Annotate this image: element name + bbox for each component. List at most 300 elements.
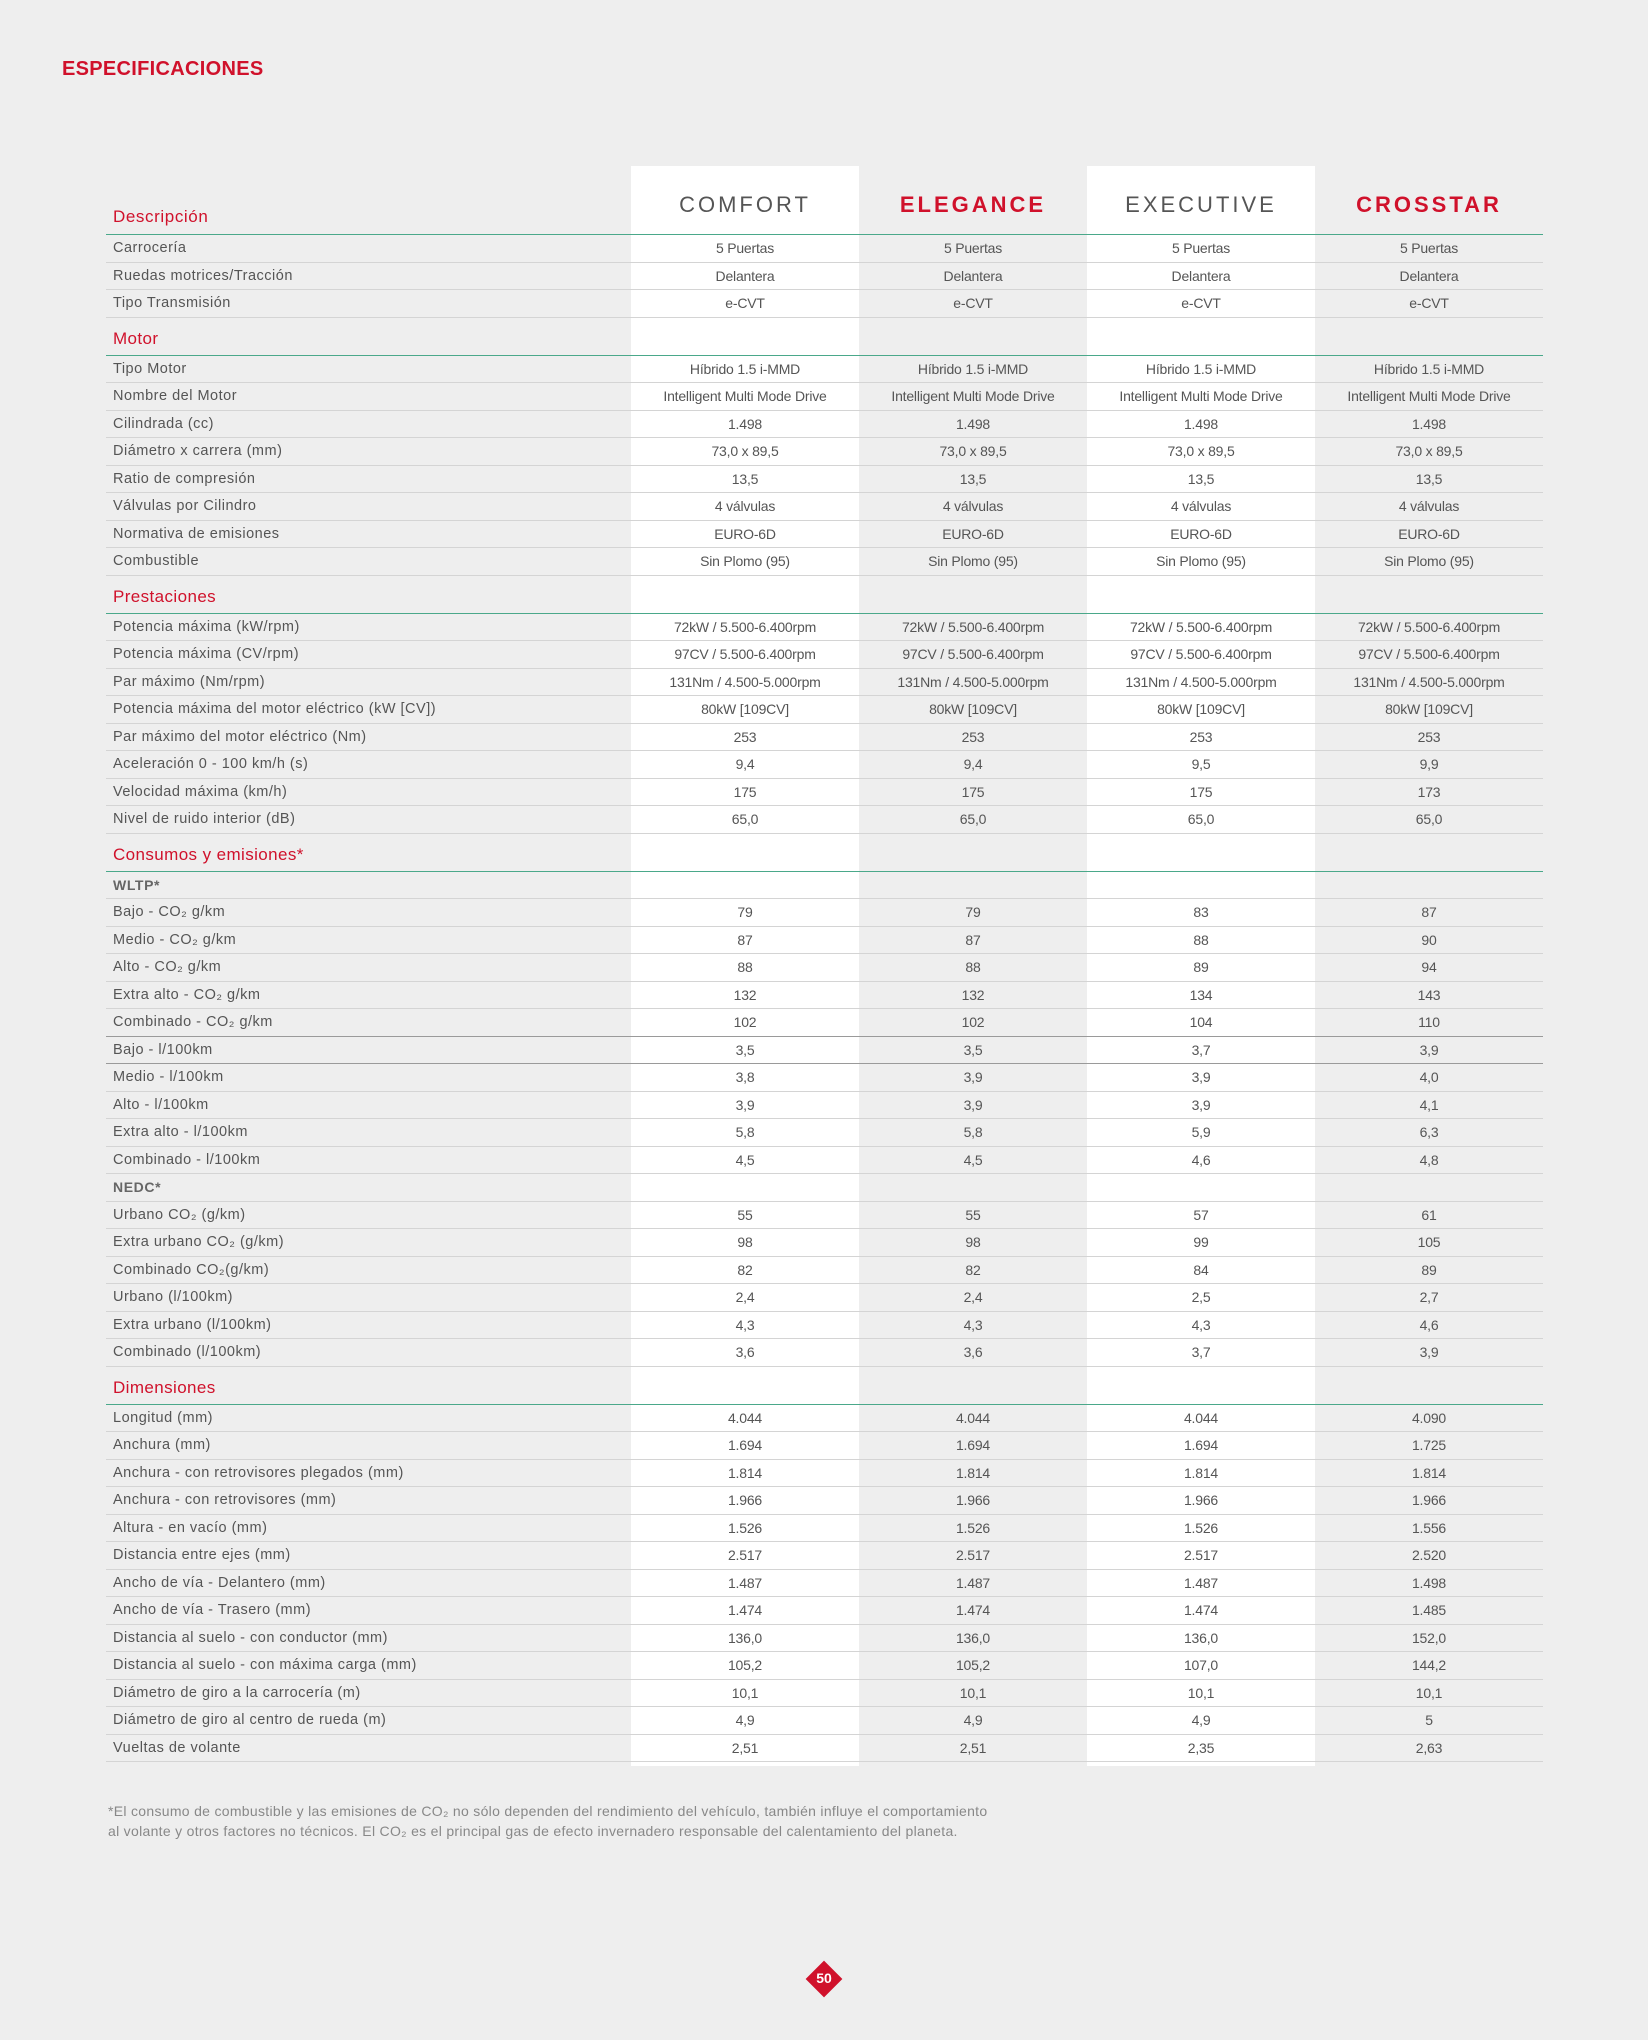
- table-row: [106, 806, 1543, 834]
- row-label: Ruedas motrices/Tracción: [113, 267, 293, 284]
- cell-crosstar: 2.520: [1411, 1547, 1447, 1564]
- row-label: Alto - l/100km: [113, 1096, 209, 1113]
- section-header: [106, 1367, 1543, 1405]
- cell-executive: 57: [1193, 1206, 1209, 1223]
- cell-executive: 4,3: [1191, 1316, 1211, 1333]
- table-row: [106, 548, 1543, 576]
- cell-comfort: 4,9: [735, 1712, 755, 1729]
- cell-crosstar: 65,0: [1415, 811, 1443, 828]
- cell-elegance: 102: [961, 1014, 985, 1031]
- table-row: [106, 235, 1543, 263]
- cell-elegance: 4.044: [955, 1409, 991, 1426]
- row-label: Urbano (l/100km): [113, 1289, 234, 1306]
- cell-crosstar: 13,5: [1415, 470, 1443, 487]
- row-label: Longitud (mm): [113, 1409, 213, 1426]
- table-row: [106, 438, 1543, 466]
- cell-comfort: Híbrido 1.5 i-MMD: [689, 360, 801, 377]
- cell-elegance: Sin Plomo (95): [928, 553, 1018, 570]
- table-row: [106, 1570, 1543, 1598]
- table-row: [106, 1202, 1543, 1230]
- cell-comfort: 1.966: [727, 1492, 763, 1509]
- table-row: [106, 696, 1543, 724]
- cell-crosstar: Intelligent Multi Mode Drive: [1347, 388, 1511, 405]
- cell-comfort: 65,0: [731, 811, 759, 828]
- section-header: [106, 834, 1543, 872]
- row-label: Distancia al suelo - con conductor (mm): [113, 1629, 388, 1646]
- row-label: Combustible: [113, 553, 200, 570]
- cell-executive: 5 Puertas: [1171, 240, 1231, 257]
- cell-crosstar: 73,0 x 89,5: [1395, 443, 1463, 460]
- row-label: Potencia máxima (CV/rpm): [113, 646, 300, 663]
- table-row: [106, 1625, 1543, 1653]
- row-label: Nombre del Motor: [113, 388, 238, 405]
- table-row: [106, 290, 1543, 318]
- page-number: 50: [816, 1970, 832, 1986]
- table-row: [106, 1515, 1543, 1543]
- cell-executive: 2,35: [1187, 1739, 1215, 1756]
- cell-comfort: 3,6: [735, 1344, 755, 1361]
- table-row: [106, 1064, 1543, 1092]
- cell-comfort: 253: [733, 728, 757, 745]
- cell-elegance: 3,9: [963, 1096, 983, 1113]
- cell-executive: 3,7: [1191, 1041, 1211, 1058]
- row-label: Distancia entre ejes (mm): [113, 1547, 291, 1564]
- cell-crosstar: Delantera: [1399, 267, 1459, 284]
- cell-comfort: 1.526: [727, 1519, 763, 1536]
- table-row: [106, 1735, 1543, 1763]
- table-row: [106, 751, 1543, 779]
- cell-elegance: 5 Puertas: [943, 240, 1003, 257]
- table-row: [106, 411, 1543, 439]
- cell-crosstar: Sin Plomo (95): [1384, 553, 1474, 570]
- cell-crosstar: 143: [1417, 986, 1441, 1003]
- cell-crosstar: 4.090: [1411, 1409, 1447, 1426]
- cell-elegance: 3,5: [963, 1041, 983, 1058]
- footnote-line-2: al volante y otros factores no técnicos. El CO₂ es el principal gas de efecto invernadero responsable del calentamiento del planeta.: [108, 1823, 958, 1839]
- table-row: [106, 356, 1543, 384]
- table-row: [106, 1339, 1543, 1367]
- cell-elegance: 13,5: [959, 470, 987, 487]
- row-label: Ratio de compresión: [113, 470, 256, 487]
- cell-crosstar: 97CV / 5.500-6.400rpm: [1358, 646, 1500, 663]
- table-row: [106, 1652, 1543, 1680]
- row-label: Tipo Transmisión: [113, 295, 231, 312]
- cell-crosstar: 2,7: [1419, 1289, 1439, 1306]
- cell-crosstar: 10,1: [1415, 1684, 1443, 1701]
- cell-comfort: 10,1: [731, 1684, 759, 1701]
- row-label: Carrocería: [113, 240, 187, 257]
- cell-crosstar: 1.725: [1411, 1437, 1447, 1454]
- row-label: Combinado - CO₂ g/km: [113, 1014, 273, 1031]
- cell-executive: 73,0 x 89,5: [1167, 443, 1235, 460]
- cell-elegance: 136,0: [955, 1629, 991, 1646]
- table-row: [106, 927, 1543, 955]
- row-label: Par máximo del motor eléctrico (Nm): [113, 728, 367, 745]
- cell-executive: Delantera: [1171, 267, 1231, 284]
- cell-elegance: 3,9: [963, 1069, 983, 1086]
- cell-comfort: 3,8: [735, 1069, 755, 1086]
- cell-elegance: 1.694: [955, 1437, 991, 1454]
- cell-crosstar: 3,9: [1419, 1344, 1439, 1361]
- cell-elegance: 4,9: [963, 1712, 983, 1729]
- cell-executive: 3,7: [1191, 1344, 1211, 1361]
- row-label: Combinado CO₂(g/km): [113, 1261, 270, 1278]
- cell-elegance: 82: [965, 1261, 981, 1278]
- cell-executive: 3,9: [1191, 1096, 1211, 1113]
- table-row: [106, 383, 1543, 411]
- cell-executive: 88: [1193, 931, 1209, 948]
- cell-executive: 136,0: [1183, 1629, 1219, 1646]
- cell-executive: 13,5: [1187, 470, 1215, 487]
- table-row: [106, 1487, 1543, 1515]
- cell-executive: 2,5: [1191, 1289, 1211, 1306]
- row-label: Anchura (mm): [113, 1437, 211, 1454]
- cell-comfort: 72kW / 5.500-6.400rpm: [673, 618, 817, 635]
- cell-comfort: 88: [737, 959, 753, 976]
- cell-elegance: 79: [965, 904, 981, 921]
- cell-comfort: Intelligent Multi Mode Drive: [663, 388, 827, 405]
- row-label: Normativa de emisiones: [113, 525, 280, 542]
- cell-elegance: 1.487: [955, 1574, 991, 1591]
- section-title: Dimensiones: [113, 1377, 216, 1397]
- cell-executive: 1.526: [1183, 1519, 1219, 1536]
- cell-elegance: 97CV / 5.500-6.400rpm: [902, 646, 1044, 663]
- cell-crosstar: 5 Puertas: [1399, 240, 1459, 257]
- table-row: [106, 1432, 1543, 1460]
- cell-elegance: 1.814: [955, 1464, 991, 1481]
- cell-comfort: Sin Plomo (95): [700, 553, 790, 570]
- table-row: [106, 263, 1543, 291]
- cell-comfort: 131Nm / 4.500-5.000rpm: [669, 673, 821, 690]
- section-title: Descripción: [113, 207, 209, 226]
- cell-elegance: 2,51: [959, 1739, 987, 1756]
- cell-executive: e-CVT: [1181, 295, 1221, 312]
- cell-crosstar: 131Nm / 4.500-5.000rpm: [1353, 673, 1505, 690]
- cell-elegance: 10,1: [959, 1684, 987, 1701]
- cell-crosstar: 1.556: [1411, 1519, 1447, 1536]
- cell-comfort: 98: [737, 1234, 753, 1251]
- cell-crosstar: 9,9: [1419, 756, 1439, 773]
- cell-executive: 131Nm / 4.500-5.000rpm: [1125, 673, 1277, 690]
- table-row: [106, 1542, 1543, 1570]
- table-row: [106, 466, 1543, 494]
- row-label: Medio - CO₂ g/km: [113, 931, 237, 948]
- cell-crosstar: 105: [1417, 1234, 1441, 1251]
- cell-crosstar: 4,6: [1419, 1316, 1439, 1333]
- cell-executive: EURO-6D: [1170, 525, 1232, 542]
- cell-crosstar: 4,1: [1419, 1096, 1439, 1113]
- cell-executive: 134: [1189, 986, 1213, 1003]
- cell-elegance: 65,0: [959, 811, 987, 828]
- cell-comfort: 4,5: [735, 1151, 755, 1168]
- cell-crosstar: 253: [1417, 728, 1441, 745]
- table-row: [106, 1119, 1543, 1147]
- cell-elegance: 3,6: [963, 1344, 983, 1361]
- row-label: Anchura - con retrovisores plegados (mm): [113, 1464, 404, 1481]
- row-label: Alto - CO₂ g/km: [113, 959, 222, 976]
- row-label: Diámetro de giro al centro de rueda (m): [113, 1712, 387, 1729]
- table-row: [106, 521, 1543, 549]
- row-label: Extra urbano (l/100km): [113, 1316, 272, 1333]
- cell-comfort: 102: [733, 1014, 757, 1031]
- cell-crosstar: 80kW [109CV]: [1385, 701, 1473, 718]
- cell-comfort: 9,4: [735, 756, 755, 773]
- row-label: Aceleración 0 - 100 km/h (s): [113, 756, 309, 773]
- cell-comfort: 97CV / 5.500-6.400rpm: [674, 646, 816, 663]
- cell-crosstar: 2,63: [1415, 1739, 1443, 1756]
- cell-comfort: Delantera: [715, 267, 775, 284]
- column-header-comfort: COMFORT: [679, 192, 811, 217]
- cell-crosstar: 173: [1417, 783, 1441, 800]
- cell-crosstar: EURO-6D: [1398, 525, 1460, 542]
- cell-comfort: 5 Puertas: [715, 240, 775, 257]
- row-label: Válvulas por Cilindro: [113, 498, 257, 515]
- footnote: [108, 1801, 1108, 1841]
- cell-elegance: e-CVT: [953, 295, 993, 312]
- cell-crosstar: 3,9: [1419, 1041, 1439, 1058]
- table-row: [106, 1312, 1543, 1340]
- cell-executive: 1.966: [1183, 1492, 1219, 1509]
- cell-executive: 97CV / 5.500-6.400rpm: [1130, 646, 1272, 663]
- cell-elegance: 2.517: [955, 1547, 991, 1564]
- table-row: [106, 641, 1543, 669]
- cell-crosstar: 110: [1418, 1014, 1440, 1031]
- cell-elegance: 87: [965, 931, 981, 948]
- cell-executive: 3,9: [1191, 1069, 1211, 1086]
- cell-executive: Híbrido 1.5 i-MMD: [1145, 360, 1257, 377]
- page-heading: ESPECIFICACIONES: [62, 58, 264, 80]
- cell-comfort: 1.498: [727, 415, 763, 432]
- cell-elegance: 72kW / 5.500-6.400rpm: [901, 618, 1045, 635]
- row-label: Nivel de ruido interior (dB): [113, 811, 296, 828]
- table-row: [106, 1707, 1543, 1735]
- subsection-row: [106, 1174, 1543, 1202]
- table-row: [106, 724, 1543, 752]
- row-label: Potencia máxima del motor eléctrico (kW [CV]): [113, 701, 437, 718]
- table-header-row: [106, 166, 1543, 235]
- section-header: [106, 318, 1543, 356]
- table-row: [106, 669, 1543, 697]
- row-label: Diámetro x carrera (mm): [113, 443, 283, 460]
- cell-crosstar: 1.498: [1411, 1574, 1447, 1591]
- table-row: [106, 982, 1543, 1010]
- cell-comfort: 2,51: [731, 1739, 759, 1756]
- cell-crosstar: 1.966: [1411, 1492, 1447, 1509]
- cell-executive: 9,5: [1191, 756, 1211, 773]
- cell-executive: 5,9: [1191, 1124, 1211, 1141]
- cell-crosstar: 90: [1421, 931, 1437, 948]
- cell-executive: 175: [1189, 783, 1213, 800]
- cell-executive: Sin Plomo (95): [1156, 553, 1246, 570]
- cell-executive: 1.487: [1183, 1574, 1219, 1591]
- cell-comfort: 105,2: [727, 1657, 763, 1674]
- cell-comfort: 1.487: [727, 1574, 763, 1591]
- row-label: Ancho de vía - Delantero (mm): [113, 1574, 326, 1591]
- cell-comfort: 4.044: [727, 1409, 763, 1426]
- table-row: [106, 1405, 1543, 1433]
- cell-comfort: 136,0: [727, 1629, 763, 1646]
- cell-comfort: 55: [737, 1206, 753, 1223]
- cell-elegance: 4,3: [963, 1316, 983, 1333]
- cell-elegance: 105,2: [955, 1657, 991, 1674]
- cell-crosstar: 152,0: [1411, 1629, 1447, 1646]
- cell-crosstar: 61: [1421, 1206, 1437, 1223]
- cell-crosstar: 4,0: [1419, 1069, 1439, 1086]
- cell-elegance: 253: [961, 728, 985, 745]
- cell-elegance: 55: [965, 1206, 981, 1223]
- row-label: Cilindrada (cc): [113, 415, 214, 432]
- cell-executive: 99: [1193, 1234, 1209, 1251]
- cell-comfort: 4,3: [735, 1316, 755, 1333]
- cell-executive: 253: [1189, 728, 1213, 745]
- section-title: Motor: [113, 328, 159, 348]
- column-header-crosstar: CROSSTAR: [1356, 192, 1502, 217]
- cell-executive: 4,9: [1191, 1712, 1211, 1729]
- cell-crosstar: 72kW / 5.500-6.400rpm: [1357, 618, 1501, 635]
- cell-comfort: e-CVT: [725, 295, 765, 312]
- cell-comfort: 13,5: [731, 470, 759, 487]
- cell-elegance: 2,4: [963, 1289, 983, 1306]
- row-label: Distancia al suelo - con máxima carga (mm): [113, 1657, 417, 1674]
- cell-comfort: 4 válvulas: [714, 498, 776, 515]
- subsection-label: WLTP*: [113, 876, 161, 893]
- cell-elegance: 1.966: [955, 1492, 991, 1509]
- cell-comfort: 80kW [109CV]: [701, 701, 789, 718]
- row-label: Altura - en vacío (mm): [113, 1519, 268, 1536]
- cell-executive: 72kW / 5.500-6.400rpm: [1129, 618, 1273, 635]
- cell-elegance: Híbrido 1.5 i-MMD: [917, 360, 1029, 377]
- cell-elegance: 88: [965, 959, 981, 976]
- cell-executive: 65,0: [1187, 811, 1215, 828]
- row-label: Urbano CO₂ (g/km): [113, 1206, 246, 1223]
- cell-crosstar: 4 válvulas: [1398, 498, 1460, 515]
- cell-elegance: 5,8: [963, 1124, 983, 1141]
- table-row: [106, 1037, 1543, 1065]
- cell-executive: 4,6: [1191, 1151, 1211, 1168]
- cell-crosstar: 1.498: [1411, 415, 1447, 432]
- row-label: Tipo Motor: [113, 360, 187, 377]
- cell-executive: 4 válvulas: [1170, 498, 1232, 515]
- cell-executive: 2.517: [1183, 1547, 1219, 1564]
- table-row: [106, 1147, 1543, 1175]
- row-label: Medio - l/100km: [113, 1069, 224, 1086]
- table-row: [106, 1229, 1543, 1257]
- cell-crosstar: 4,8: [1419, 1151, 1439, 1168]
- row-label: Ancho de vía - Trasero (mm): [113, 1602, 312, 1619]
- cell-elegance: 132: [961, 986, 985, 1003]
- cell-elegance: 98: [965, 1234, 981, 1251]
- table-row: [106, 1257, 1543, 1285]
- table-row: [106, 493, 1543, 521]
- cell-executive: 80kW [109CV]: [1157, 701, 1245, 718]
- row-label: Bajo - CO₂ g/km: [113, 904, 226, 921]
- cell-comfort: 1.694: [727, 1437, 763, 1454]
- table-row: [106, 1092, 1543, 1120]
- cell-executive: 104: [1189, 1014, 1213, 1031]
- page-number-badge: [805, 1960, 843, 1998]
- table-row: [106, 779, 1543, 807]
- cell-executive: 1.498: [1183, 415, 1219, 432]
- footnote-line-1: *El consumo de combustible y las emisiones de CO₂ no sólo dependen del rendimiento del vehículo, también influye el comportamiento: [108, 1803, 988, 1819]
- table-row: [106, 1460, 1543, 1488]
- table-row: [106, 614, 1543, 642]
- cell-elegance: 1.526: [955, 1519, 991, 1536]
- row-label: Extra urbano CO₂ (g/km): [113, 1234, 285, 1251]
- cell-crosstar: 94: [1421, 959, 1437, 976]
- cell-executive: 107,0: [1183, 1657, 1219, 1674]
- cell-crosstar: Híbrido 1.5 i-MMD: [1373, 360, 1485, 377]
- cell-crosstar: 1.485: [1411, 1602, 1447, 1619]
- column-header-elegance: ELEGANCE: [899, 192, 1047, 217]
- row-label: Par máximo (Nm/rpm): [113, 673, 266, 690]
- cell-elegance: 1.498: [955, 415, 991, 432]
- cell-elegance: 9,4: [963, 756, 983, 773]
- cell-executive: 1.814: [1183, 1464, 1219, 1481]
- table-row: [106, 899, 1543, 927]
- section-header: [106, 576, 1543, 614]
- cell-elegance: 175: [961, 783, 985, 800]
- subsection-row: [106, 872, 1543, 900]
- section-title: Prestaciones: [113, 586, 217, 606]
- cell-executive: Intelligent Multi Mode Drive: [1119, 388, 1283, 405]
- row-label: Combinado - l/100km: [113, 1151, 261, 1168]
- cell-crosstar: 5: [1425, 1712, 1433, 1729]
- cell-crosstar: 87: [1421, 904, 1437, 921]
- cell-crosstar: 6,3: [1419, 1124, 1439, 1141]
- cell-comfort: 2,4: [735, 1289, 755, 1306]
- row-label: Velocidad máxima (km/h): [113, 783, 288, 800]
- cell-crosstar: 89: [1421, 1261, 1437, 1278]
- cell-elegance: 4,5: [963, 1151, 983, 1168]
- section-title: Consumos y emisiones*: [113, 844, 304, 864]
- table-row: [106, 1680, 1543, 1708]
- cell-elegance: Intelligent Multi Mode Drive: [891, 388, 1055, 405]
- cell-elegance: EURO-6D: [942, 525, 1004, 542]
- cell-comfort: 175: [733, 783, 757, 800]
- cell-executive: 1.694: [1183, 1437, 1219, 1454]
- cell-executive: 4.044: [1183, 1409, 1219, 1426]
- cell-comfort: 73,0 x 89,5: [711, 443, 779, 460]
- cell-executive: 83: [1193, 904, 1209, 921]
- cell-comfort: 3,5: [735, 1041, 755, 1058]
- cell-comfort: EURO-6D: [714, 525, 776, 542]
- cell-executive: 1.474: [1183, 1602, 1219, 1619]
- cell-comfort: 87: [737, 931, 753, 948]
- cell-comfort: 5,8: [735, 1124, 755, 1141]
- table-row: [106, 1009, 1543, 1037]
- cell-executive: 89: [1193, 959, 1209, 976]
- cell-elegance: Delantera: [943, 267, 1003, 284]
- cell-crosstar: e-CVT: [1409, 295, 1449, 312]
- row-label: Vueltas de volante: [113, 1739, 241, 1756]
- spec-table: [106, 166, 1543, 1762]
- row-label: Anchura - con retrovisores (mm): [113, 1492, 337, 1509]
- cell-executive: 84: [1193, 1261, 1209, 1278]
- table-row: [106, 1597, 1543, 1625]
- cell-executive: 10,1: [1187, 1684, 1215, 1701]
- cell-elegance: 4 válvulas: [942, 498, 1004, 515]
- table-row: [106, 954, 1543, 982]
- cell-comfort: 82: [737, 1261, 753, 1278]
- table-row: [106, 1284, 1543, 1312]
- row-label: Extra alto - CO₂ g/km: [113, 986, 261, 1003]
- row-label: Bajo - l/100km: [113, 1041, 213, 1058]
- row-label: Diámetro de giro a la carrocería (m): [113, 1684, 361, 1701]
- cell-crosstar: 1.814: [1411, 1464, 1447, 1481]
- cell-elegance: 131Nm / 4.500-5.000rpm: [897, 673, 1049, 690]
- subsection-label: NEDC*: [113, 1179, 162, 1196]
- row-label: Extra alto - l/100km: [113, 1124, 248, 1141]
